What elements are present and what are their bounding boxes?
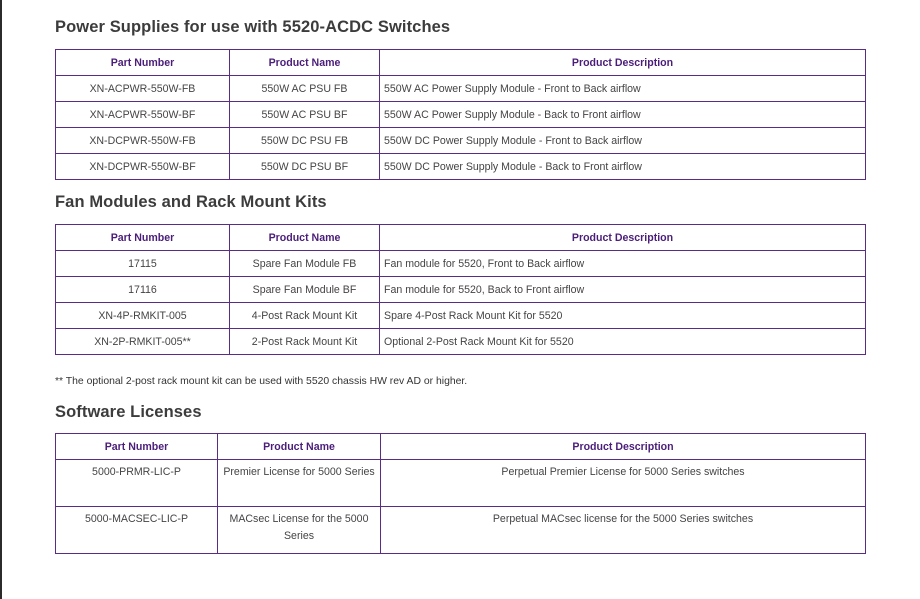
header-product-name: Product Name <box>230 225 380 251</box>
table-header-row <box>56 434 866 460</box>
part-number-cell: XN-DCPWR-550W-BF <box>56 154 230 180</box>
table-row <box>56 303 866 329</box>
part-number-cell: 17116 <box>56 277 230 303</box>
table-row <box>56 277 866 303</box>
header-product-name: Product Name <box>230 50 380 76</box>
table-row <box>56 460 866 507</box>
footnote: ** The optional 2-post rack mount kit can be used with 5520 chassis HW rev AD or higher. <box>55 376 468 387</box>
table-row <box>56 154 866 180</box>
product-description-cell: Fan module for 5520, Front to Back airflow <box>380 251 866 277</box>
product-name-cell: Spare Fan Module BF <box>230 277 380 303</box>
left-border <box>0 0 2 599</box>
table-row <box>56 102 866 128</box>
table-row <box>56 76 866 102</box>
table-header-row <box>56 225 866 251</box>
part-number-cell: XN-DCPWR-550W-FB <box>56 128 230 154</box>
part-number-cell: 17115 <box>56 251 230 277</box>
part-number-cell: XN-4P-RMKIT-005 <box>56 303 230 329</box>
software-licenses-table <box>55 433 866 554</box>
table-header-row <box>56 50 866 76</box>
product-name-cell: 550W AC PSU FB <box>230 76 380 102</box>
product-name-cell: Spare Fan Module FB <box>230 251 380 277</box>
product-description-cell: 550W DC Power Supply Module - Front to Back airflow <box>380 128 866 154</box>
table-row <box>56 507 866 554</box>
header-product-name: Product Name <box>218 434 381 460</box>
product-description-cell: 550W AC Power Supply Module - Back to Front airflow <box>380 102 866 128</box>
product-name-cell: Premier License for 5000 Series <box>218 460 381 507</box>
product-description-cell: Perpetual MACsec license for the 5000 Series switches <box>381 507 866 554</box>
part-number-cell: XN-ACPWR-550W-BF <box>56 102 230 128</box>
part-number-cell: 5000-PRMR-LIC-P <box>56 460 218 507</box>
header-part-number: Part Number <box>56 50 230 76</box>
header-product-description: Product Description <box>380 50 866 76</box>
product-name-cell: MACsec License for the 5000 Series <box>218 507 381 554</box>
table-row <box>56 329 866 355</box>
table-row <box>56 128 866 154</box>
product-description-cell: Fan module for 5520, Back to Front airflow <box>380 277 866 303</box>
part-number-cell: XN-ACPWR-550W-FB <box>56 76 230 102</box>
product-description-cell: Optional 2-Post Rack Mount Kit for 5520 <box>380 329 866 355</box>
section-title-software-licenses: Software Licenses <box>55 403 202 421</box>
header-product-description: Product Description <box>381 434 866 460</box>
header-part-number: Part Number <box>56 225 230 251</box>
product-name-cell: 2-Post Rack Mount Kit <box>230 329 380 355</box>
product-description-cell: 550W DC Power Supply Module - Back to Front airflow <box>380 154 866 180</box>
part-number-cell: 5000-MACSEC-LIC-P <box>56 507 218 554</box>
product-name-cell: 550W DC PSU FB <box>230 128 380 154</box>
product-description-cell: Spare 4-Post Rack Mount Kit for 5520 <box>380 303 866 329</box>
product-description-cell: Perpetual Premier License for 5000 Series switches <box>381 460 866 507</box>
product-name-cell: 550W DC PSU BF <box>230 154 380 180</box>
product-description-cell: 550W AC Power Supply Module - Front to Back airflow <box>380 76 866 102</box>
header-product-description: Product Description <box>380 225 866 251</box>
power-supplies-table <box>55 49 866 180</box>
product-name-cell: 550W AC PSU BF <box>230 102 380 128</box>
part-number-cell: XN-2P-RMKIT-005** <box>56 329 230 355</box>
header-part-number: Part Number <box>56 434 218 460</box>
fan-modules-table <box>55 224 866 355</box>
section-title-fan-modules: Fan Modules and Rack Mount Kits <box>55 193 327 211</box>
section-title-power-supplies: Power Supplies for use with 5520-ACDC Switches <box>55 18 451 36</box>
table-row <box>56 251 866 277</box>
product-name-cell: 4-Post Rack Mount Kit <box>230 303 380 329</box>
